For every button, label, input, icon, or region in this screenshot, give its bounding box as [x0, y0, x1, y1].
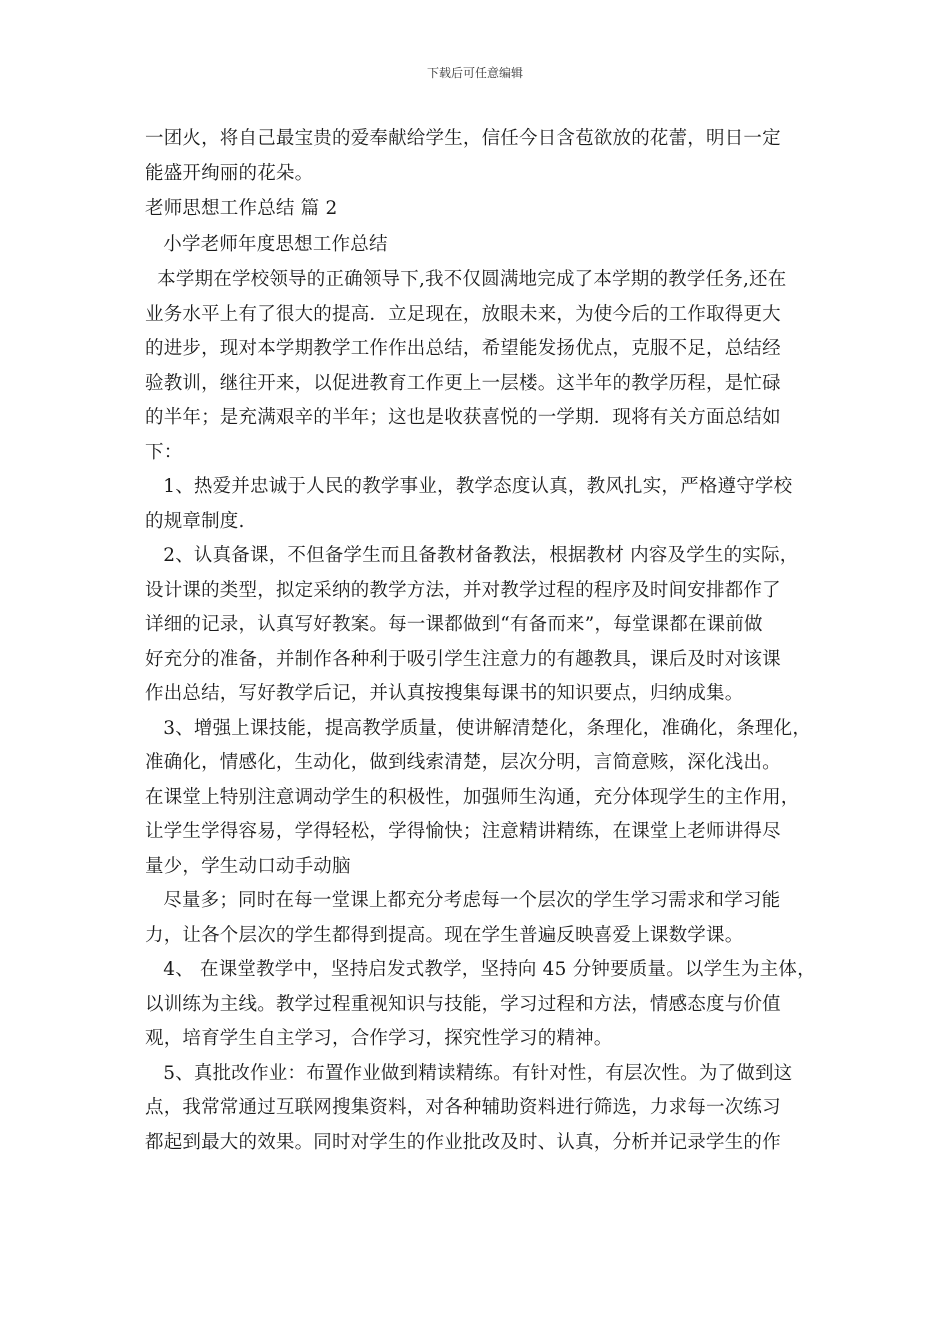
text-line: 2、认真备课，不但备学生而且备教材备教法，根据教材 内容及学生的实际，: [145, 545, 799, 566]
text-line: 让学生学得容易，学得轻松，学得愉快；注意精讲精练，在课堂上老师讲得尽: [145, 821, 781, 842]
text-line: 的半年；是充满艰辛的半年；这也是收获喜悦的一学期．现将有关方面总结如: [145, 407, 781, 428]
text-line: 的规章制度.: [145, 510, 245, 532]
page-header: 下载后可任意编辑: [426, 66, 523, 80]
text-line: 的进步，现对本学期教学工作作出总结，希望能发扬优点，克服不足，总结经: [145, 338, 781, 359]
text-line: 下：: [145, 441, 183, 463]
text-line: 量少，学生动口动手动脑: [145, 855, 351, 877]
text-line: 详细的记录，认真写好教案。每一课都做到“有备而来”，每堂课都在课前做: [145, 614, 763, 635]
text-line: 准确化，情感化，生动化，做到线索清楚，层次分明，言简意赅，深化浅出。: [145, 752, 781, 773]
text-line: 在课堂上特别注意调动学生的积极性，加强师生沟通，充分体现学生的主作用，: [145, 786, 800, 808]
text-line: 作出总结，写好教学后记，并认真按搜集每课书的知识要点，归纳成集。: [145, 683, 744, 704]
text-line: 1、热爱并忠诚于人民的教学事业，教学态度认真，教风扎实，严格遵守学校: [145, 476, 793, 497]
text-line: 本学期在学校领导的正确领导下,我不仅圆满地完成了本学期的教学任务,还在: [145, 269, 787, 290]
text-line: 设计课的类型，拟定采纳的教学方法，并对教学过程的程序及时间安排都作了: [145, 579, 781, 601]
text-line: 一团火，将自己最宝贵的爱奉献给学生，信任今日含苞欲放的花蕾，明日一定: [145, 128, 781, 149]
text-line: 5、真批改作业：布置作业做到精读精练。有针对性，有层次性。为了做到这: [145, 1062, 793, 1084]
text-line: 4、 在课堂教学中，坚持启发式教学，坚持向 45 分钟要质量。以学生为主体，: [145, 959, 816, 980]
text-line: 能盛开绚丽的花朵。: [145, 162, 314, 184]
document-body: [145, 122, 816, 1160]
text-line: 业务水平上有了很大的提高．立足现在，放眼未来，为使今后的工作取得更大: [145, 303, 781, 325]
text-line: 点，我常常通过互联网搜集资料，对各种辅助资料进行筛选，力求每一次练习: [145, 1097, 781, 1118]
document-title: 小学老师年度思想工作总结: [145, 234, 388, 255]
text-line: 好充分的准备，并制作各种利于吸引学生注意力的有趣教具，课后及时对该课: [145, 648, 781, 670]
text-line: 都起到最大的效果。同时对学生的作业批改及时、认真，分析并记录学生的作: [145, 1131, 781, 1153]
text-line: 以训练为主线。教学过程重视知识与技能，学习过程和方法，情感态度与价值: [145, 993, 781, 1015]
text-line: 尽量多；同时在每一堂课上都充分考虑每一个层次的学生学习需求和学习能: [145, 890, 781, 911]
text-line: 验教训，继往开来，以促进教育工作更上一层楼。这半年的教学历程，是忙碌: [145, 372, 781, 394]
text-line: 3、增强上课技能，提高教学质量，使讲解清楚化，条理化，准确化，条理化，: [145, 717, 812, 739]
text-line: 观，培育学生自主学习，合作学习，探究性学习的精神。: [145, 1028, 613, 1049]
text-line: 力，让各个层次的学生都得到提高。现在学生普遍反映喜爱上课数学课。: [145, 924, 744, 946]
section-heading: 老师思想工作总结 篇 2: [145, 198, 338, 219]
